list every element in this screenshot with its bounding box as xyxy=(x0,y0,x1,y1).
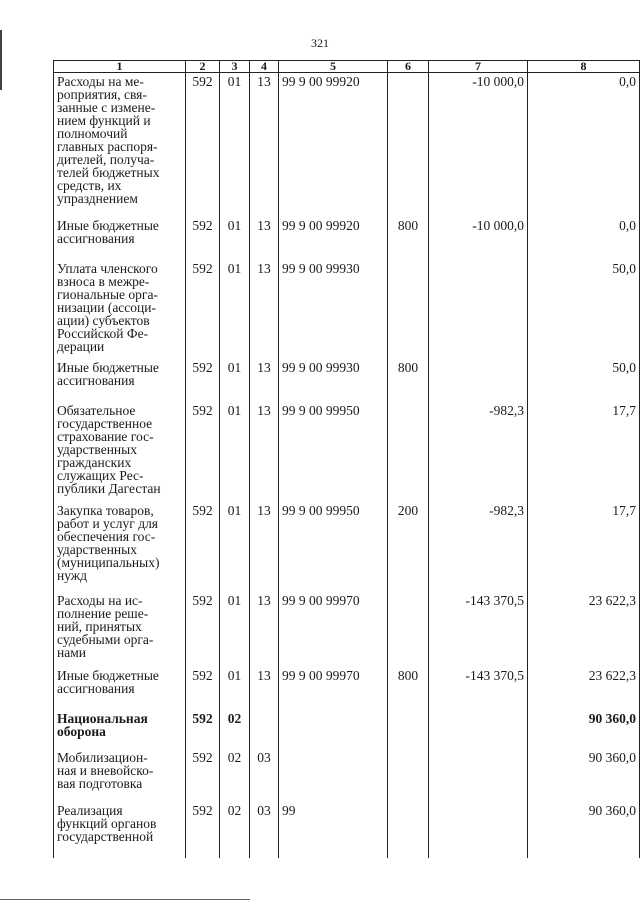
row-total-amount: 90 360,0 xyxy=(528,798,640,858)
header-row xyxy=(54,61,640,73)
budget-table xyxy=(53,60,640,858)
row-section: 01 xyxy=(220,588,250,665)
row-code-admin: 592 xyxy=(186,588,220,665)
row-name: Мобилизацион- ная и вневойско- вая подготовка xyxy=(54,746,186,798)
row-expense-type xyxy=(388,707,429,746)
row-change-amount: -10 000,0 xyxy=(429,73,528,215)
row-total-amount: 17,7 xyxy=(528,398,640,499)
header-col-7: 7 xyxy=(429,61,528,73)
row-subsection: 13 xyxy=(250,256,279,357)
row-name: Национальная оборона xyxy=(54,707,186,746)
row-section: 01 xyxy=(220,73,250,215)
row-target-article: 99 9 00 99970 xyxy=(279,665,388,707)
row-change-amount: -143 370,5 xyxy=(429,588,528,665)
row-change-amount xyxy=(429,798,528,858)
row-change-amount xyxy=(429,256,528,357)
row-total-amount: 17,7 xyxy=(528,499,640,588)
header-col-3: 3 xyxy=(220,61,250,73)
row-target-article: 99 9 00 99970 xyxy=(279,588,388,665)
row-total-amount: 50,0 xyxy=(528,256,640,357)
row-expense-type: 800 xyxy=(388,215,429,256)
header-col-4: 4 xyxy=(250,61,279,73)
row-code-admin: 592 xyxy=(186,73,220,215)
row-name: Уплата членского взноса в межре- гиональные орга- низации (ассоци- ации) субъектов Российской Фе- дерации xyxy=(54,256,186,357)
row-target-article: 99 9 00 99950 xyxy=(279,499,388,588)
row-total-amount: 0,0 xyxy=(528,73,640,215)
table-row xyxy=(54,746,640,798)
scan-bottom-line xyxy=(0,899,250,900)
row-expense-type xyxy=(388,798,429,858)
row-section: 01 xyxy=(220,215,250,256)
row-name: Иные бюджетные ассигнования xyxy=(54,357,186,398)
row-name: Закупка товаров, работ и услуг для обеспечения гос- ударственных (муниципальных) нужд xyxy=(54,499,186,588)
row-expense-type: 200 xyxy=(388,499,429,588)
row-section: 01 xyxy=(220,357,250,398)
table-row xyxy=(54,588,640,665)
header-col-8: 8 xyxy=(528,61,640,73)
row-section: 02 xyxy=(220,707,250,746)
row-total-amount: 90 360,0 xyxy=(528,746,640,798)
row-target-article: 99 9 00 99930 xyxy=(279,256,388,357)
table-row xyxy=(54,73,640,215)
row-code-admin: 592 xyxy=(186,798,220,858)
page-number: 321 xyxy=(311,36,329,50)
row-section: 01 xyxy=(220,499,250,588)
header-col-2: 2 xyxy=(186,61,220,73)
row-target-article: 99 xyxy=(279,798,388,858)
row-name: Реализация функций органов государственной xyxy=(54,798,186,858)
table-row xyxy=(54,398,640,499)
row-subsection: 13 xyxy=(250,398,279,499)
row-subsection: 03 xyxy=(250,798,279,858)
table-row xyxy=(54,357,640,398)
table-row xyxy=(54,256,640,357)
row-target-article: 99 9 00 99930 xyxy=(279,357,388,398)
table-row xyxy=(54,798,640,858)
row-total-amount: 23 622,3 xyxy=(528,588,640,665)
header-col-6: 6 xyxy=(388,61,429,73)
row-subsection: 13 xyxy=(250,357,279,398)
row-change-amount: -10 000,0 xyxy=(429,215,528,256)
row-change-amount xyxy=(429,707,528,746)
row-target-article: 99 9 00 99950 xyxy=(279,398,388,499)
header-col-5: 5 xyxy=(279,61,388,73)
row-subsection: 03 xyxy=(250,746,279,798)
row-change-amount xyxy=(429,357,528,398)
row-code-admin: 592 xyxy=(186,398,220,499)
row-section: 02 xyxy=(220,798,250,858)
row-expense-type: 800 xyxy=(388,665,429,707)
row-total-amount: 50,0 xyxy=(528,357,640,398)
row-section: 01 xyxy=(220,665,250,707)
row-name: Иные бюджетные ассигнования xyxy=(54,665,186,707)
row-subsection: 13 xyxy=(250,499,279,588)
row-name: Расходы на ме- роприятия, свя- занные с измене- нием функций и полномочий главных распоря- дителей, получа- телей бюджетных средств, их упразднением xyxy=(54,73,186,215)
row-section: 01 xyxy=(220,256,250,357)
row-subsection: 13 xyxy=(250,73,279,215)
row-subsection: 13 xyxy=(250,588,279,665)
row-expense-type xyxy=(388,588,429,665)
row-name: Иные бюджетные ассигнования xyxy=(54,215,186,256)
row-target-article: 99 9 00 99920 xyxy=(279,215,388,256)
row-change-amount xyxy=(429,746,528,798)
row-section: 02 xyxy=(220,746,250,798)
row-change-amount: -143 370,5 xyxy=(429,665,528,707)
row-subsection: 13 xyxy=(250,665,279,707)
row-subsection: 13 xyxy=(250,215,279,256)
row-code-admin: 592 xyxy=(186,357,220,398)
row-code-admin: 592 xyxy=(186,707,220,746)
row-code-admin: 592 xyxy=(186,746,220,798)
row-expense-type xyxy=(388,398,429,499)
row-target-article: 99 9 00 99920 xyxy=(279,73,388,215)
row-code-admin: 592 xyxy=(186,499,220,588)
table-row xyxy=(54,665,640,707)
row-total-amount: 0,0 xyxy=(528,215,640,256)
row-expense-type xyxy=(388,256,429,357)
row-name: Расходы на ис- полнение реше- ний, принятых судебными орга- нами xyxy=(54,588,186,665)
table-row xyxy=(54,499,640,588)
row-expense-type xyxy=(388,746,429,798)
row-expense-type: 800 xyxy=(388,357,429,398)
row-code-admin: 592 xyxy=(186,665,220,707)
row-section: 01 xyxy=(220,398,250,499)
row-expense-type xyxy=(388,73,429,215)
row-code-admin: 592 xyxy=(186,256,220,357)
header-col-1: 1 xyxy=(54,61,186,73)
row-code-admin: 592 xyxy=(186,215,220,256)
row-total-amount: 23 622,3 xyxy=(528,665,640,707)
row-name: Обязательное государственное страхование гос- ударственных гражданских служащих Рес- публики Дагестан xyxy=(54,398,186,499)
row-target-article xyxy=(279,746,388,798)
table-row xyxy=(54,707,640,746)
row-total-amount: 90 360,0 xyxy=(528,707,640,746)
row-change-amount: -982,3 xyxy=(429,499,528,588)
row-target-article xyxy=(279,707,388,746)
row-change-amount: -982,3 xyxy=(429,398,528,499)
row-subsection xyxy=(250,707,279,746)
table-row xyxy=(54,215,640,256)
